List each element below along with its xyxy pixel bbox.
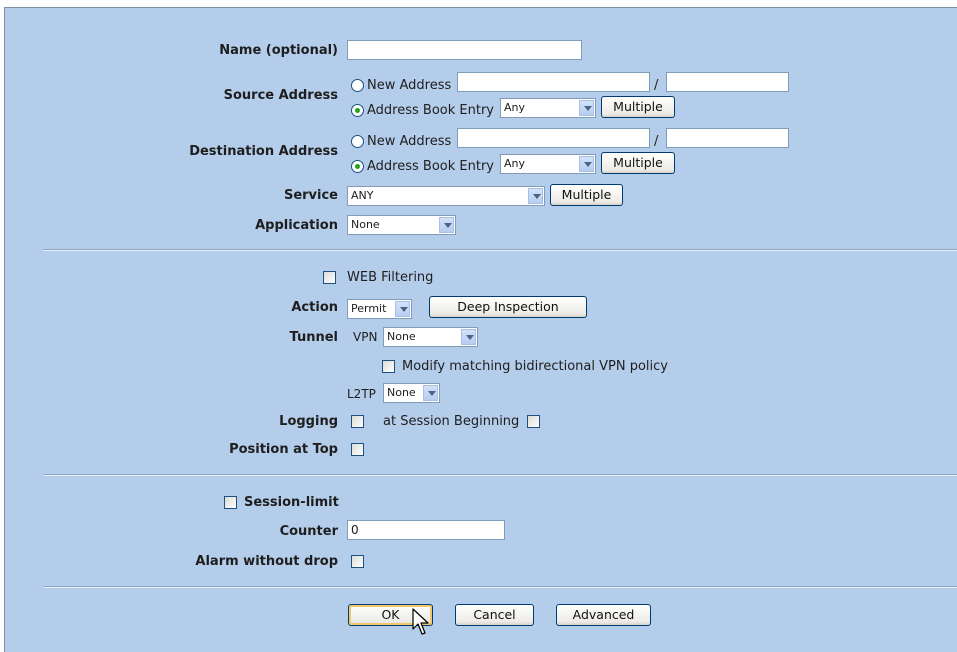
session-limit-checkbox[interactable]: [224, 496, 237, 509]
ok-button[interactable]: OK: [348, 604, 433, 626]
alarm-without-drop-checkbox[interactable]: [351, 555, 364, 568]
source-mask-input[interactable]: [666, 72, 789, 92]
source-address-label: Source Address: [223, 88, 338, 103]
destination-mask-input[interactable]: [666, 128, 789, 148]
tunnel-label: Tunnel: [289, 330, 338, 345]
source-address-book-radio[interactable]: [351, 104, 364, 117]
action-label: Action: [291, 300, 338, 315]
vpn-label: VPN: [353, 330, 378, 344]
deep-inspection-button[interactable]: Deep Inspection: [429, 296, 587, 318]
l2tp-value: None: [387, 386, 416, 399]
source-address-book-value: Any: [504, 101, 526, 114]
destination-new-address-label: New Address: [367, 134, 452, 149]
destination-address-book-select[interactable]: [500, 154, 596, 174]
application-select[interactable]: [347, 215, 456, 235]
logging-checkbox[interactable]: [351, 415, 364, 428]
l2tp-select[interactable]: [383, 383, 440, 403]
vpn-value: None: [387, 330, 416, 343]
source-multiple-button[interactable]: Multiple: [601, 96, 675, 118]
destination-address-book-label: Address Book Entry: [367, 159, 494, 174]
service-select[interactable]: [347, 186, 545, 206]
destination-address-input[interactable]: [457, 128, 650, 148]
application-value: None: [351, 218, 380, 231]
application-label: Application: [255, 218, 338, 233]
vpn-select[interactable]: [383, 327, 478, 347]
name-input[interactable]: [347, 40, 582, 60]
chevron-down-icon: [395, 301, 410, 317]
advanced-button[interactable]: Advanced: [556, 604, 651, 626]
mouse-pointer-icon: [412, 608, 430, 636]
service-label: Service: [283, 188, 338, 203]
action-select[interactable]: [347, 299, 412, 319]
chevron-down-icon: [528, 188, 543, 204]
bidirectional-vpn-checkbox[interactable]: [382, 360, 395, 373]
destination-address-label: Destination Address: [189, 144, 338, 159]
destination-new-address-radio[interactable]: [351, 135, 364, 148]
session-beginning-checkbox[interactable]: [527, 415, 540, 428]
source-address-input[interactable]: [457, 72, 650, 92]
chevron-down-icon: [423, 385, 438, 401]
chevron-down-icon: [579, 156, 594, 172]
destination-multiple-button[interactable]: Multiple: [601, 152, 675, 174]
section-divider: [43, 474, 957, 476]
name-label: Name (optional): [219, 43, 338, 58]
session-limit-label: Session-limit: [244, 495, 339, 510]
web-filtering-checkbox[interactable]: [323, 271, 336, 284]
counter-input[interactable]: 0: [347, 520, 505, 540]
source-slash: /: [654, 78, 659, 93]
action-value: Permit: [351, 302, 387, 315]
service-multiple-button[interactable]: Multiple: [550, 184, 623, 206]
alarm-without-drop-label: Alarm without drop: [195, 554, 338, 569]
chevron-down-icon: [439, 217, 454, 233]
logging-label: Logging: [279, 414, 338, 429]
bidirectional-vpn-label: Modify matching bidirectional VPN policy: [402, 359, 668, 374]
destination-slash: /: [654, 134, 659, 149]
destination-address-book-value: Any: [504, 157, 526, 170]
cancel-button[interactable]: Cancel: [455, 604, 534, 626]
session-beginning-label: at Session Beginning: [383, 414, 520, 429]
source-new-address-radio[interactable]: [351, 79, 364, 92]
chevron-down-icon: [461, 329, 476, 345]
destination-address-book-radio[interactable]: [351, 160, 364, 173]
position-top-label: Position at Top: [229, 442, 338, 457]
source-address-book-label: Address Book Entry: [367, 103, 494, 118]
chevron-down-icon: [579, 100, 594, 116]
section-divider: [43, 586, 957, 588]
source-new-address-label: New Address: [367, 78, 452, 93]
l2tp-label: L2TP: [347, 387, 376, 401]
section-divider: [43, 249, 957, 251]
counter-label: Counter: [279, 524, 338, 539]
position-top-checkbox[interactable]: [351, 443, 364, 456]
web-filtering-label: WEB Filtering: [347, 270, 434, 285]
service-value: ANY: [351, 189, 374, 202]
source-address-book-select[interactable]: [500, 98, 596, 118]
